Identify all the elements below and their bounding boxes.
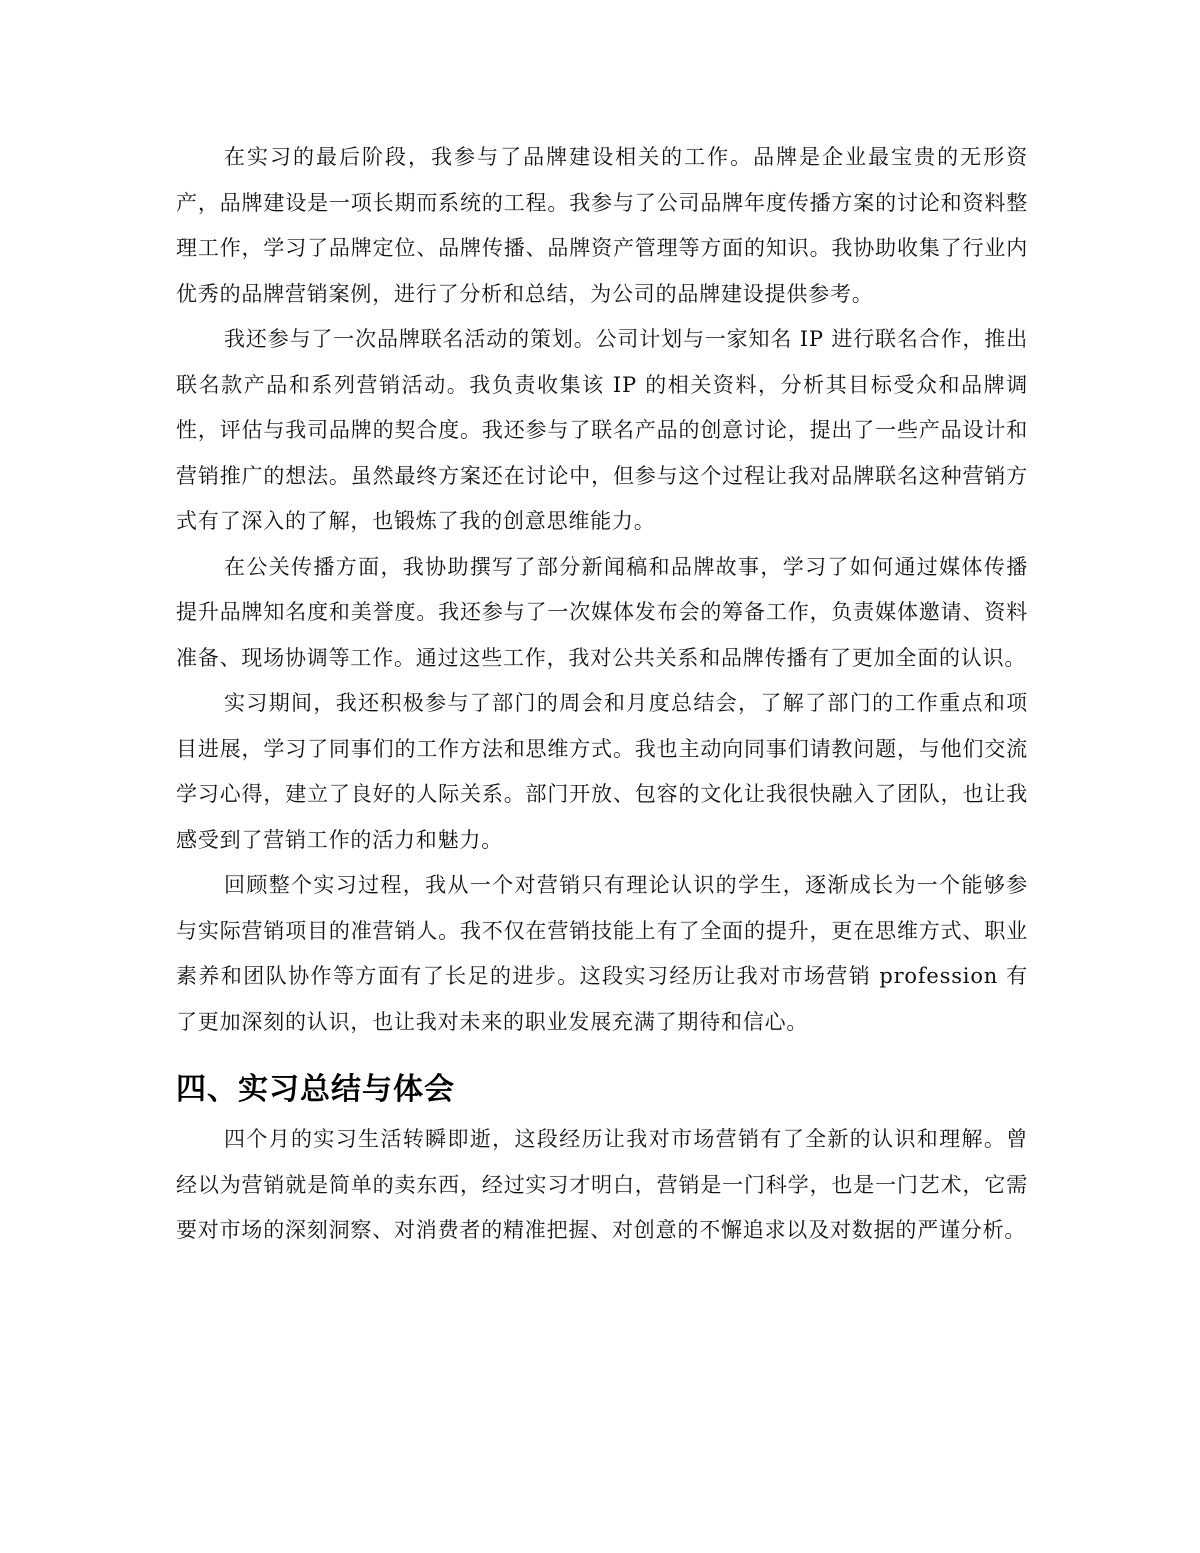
paragraph-public-relations: 在公关传播方面，我协助撰写了部分新闻稿和品牌故事，学习了如何通过媒体传播提升品牌知名度和美誉度。我还参与了一次媒体发布会的筹备工作，负责媒体邀请、资料准备、现场协调等工作。通过这些工作，我对公共关系和品牌传播有了更加全面的认识。 [176,554,1028,670]
paragraph-co-branding: 我还参与了一次品牌联名活动的策划。公司计划与一家知名 IP 进行联名合作，推出联名款产品和系列营销活动。我负责收集该 IP 的相关资料，分析其目标受众和品牌调性，评估与我司品牌的契合度。我还参与了联名产品的创意讨论，提出了一些产品设计和营销推广的想法。虽然最终方案还在讨论中，但参与这个过程让我对品牌联名这种营销方式有了深入的了解，也锻炼了我的创意思维能力。 [176,327,1028,533]
paragraph-department-meetings: 实习期间，我还积极参与了部门的周会和月度总结会，了解了部门的工作重点和项目进展，学习了同事们的工作方法和思维方式。我也主动向同事们请教问题，与他们交流学习心得，建立了良好的人际关系。部门开放、包容的文化让我很快融入了团队，也让我感受到了营销工作的活力和魅力。 [176,691,1028,852]
paragraph-summary: 四个月的实习生活转瞬即逝，这段经历让我对市场营销有了全新的认识和理解。曾经以为营销就是简单的卖东西，经过实习才明白，营销是一门科学，也是一门艺术，它需要对市场的深刻洞察、对消费者的精准把握、对创意的不懈追求以及对数据的严谨分析。 [176,1127,1028,1242]
paragraph-internship-review: 回顾整个实习过程，我从一个对营销只有理论认识的学生，逐渐成长为一个能够参与实际营销项目的准营销人。我不仅在营销技能上有了全面的提升，更在思维方式、职业素养和团队协作等方面有了长足的进步。这段实习经历让我对市场营销 profession 有了更加深刻的认识，也让我对未来的职业发展充满了期待和信心。 [176,873,1028,1034]
document-body [176,135,1028,1254]
section-heading: 四、实习总结与体会 [176,1072,455,1107]
paragraph-brand-building: 在实习的最后阶段，我参与了品牌建设相关的工作。品牌是企业最宝贵的无形资产，品牌建设是一项长期而系统的工程。我参与了公司品牌年度传播方案的讨论和资料整理工作，学习了品牌定位、品牌传播、品牌资产管理等方面的知识。我协助收集了行业内优秀的品牌营销案例，进行了分析和总结，为公司的品牌建设提供参考。 [176,145,1028,306]
